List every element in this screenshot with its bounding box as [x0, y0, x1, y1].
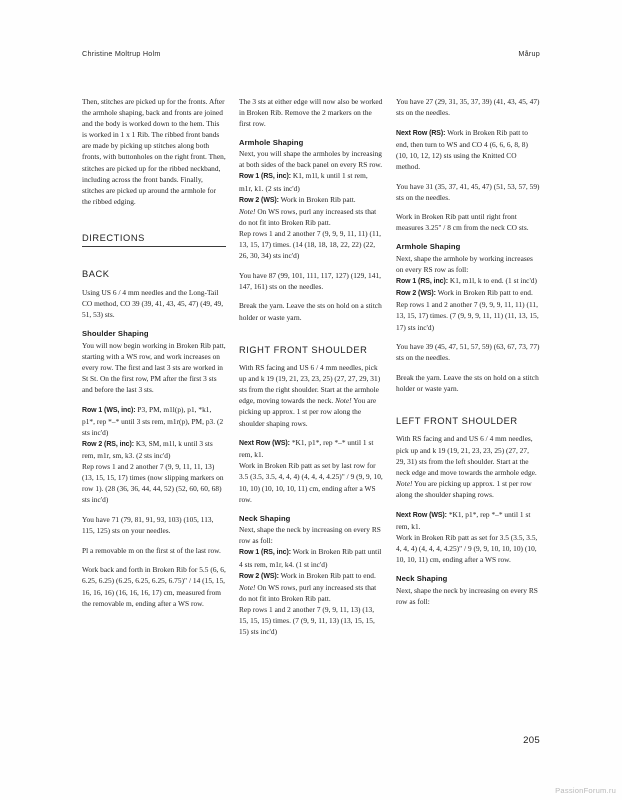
heading-left-front-shoulder: LEFT FRONT SHOULDER — [396, 415, 518, 426]
left-front-next-row-text: *K1, p1*, rep *–* until 1 st rem, k1. — [396, 509, 531, 531]
right-front-armhole-row-1-text: K1, m1l, k to end. (1 st inc'd) — [448, 276, 537, 286]
back-armhole-note — [239, 206, 383, 228]
back-row-1-label: Row 1 (WS, inc): — [82, 406, 136, 414]
back-rep-rows: Rep rows 1 and 2 another 7 (9, 9, 11, 11, 13) (13, 15, 15, 17) times (now slipping markers on row 1). (28 (36, 36, 44, 44, 52) (52, 60, 60, 68) sts inc'd) — [82, 462, 224, 505]
back-armhole-row-1 — [239, 170, 383, 193]
right-front-stitch-count-c: You have 39 (45, 47, 51, 57, 59) (63, 67, 73, 77) sts on the needles. — [396, 342, 540, 363]
right-front-stitch-count-b: You have 31 (35, 37, 41, 45, 47) (51, 53, 57, 59) sts on the needles. — [396, 181, 540, 202]
right-front-neck-note — [239, 582, 383, 604]
right-front-armhole-row-1-label: Row 1 (RS, inc): — [396, 278, 449, 286]
shoulder-shaping-intro: You will now begin working in Broken Rib patt, starting with a WS row, and work increases on every row. The first and last 3 sts are worked in St St. On the first row, PM after the first 3 sts and before the last 3 sts. — [82, 340, 226, 395]
back-break-yarn: Break the yarn. Leave the sts on hold on a stitch holder or waste yarn. — [239, 301, 382, 322]
right-front-neck-row-2-label: Row 2 (WS): — [239, 572, 279, 580]
right-front-stitch-count-a: You have 27 (29, 31, 35, 37, 39) (41, 43, 45, 47) sts on the needles. — [396, 97, 540, 118]
right-front-next-row-label: Next Row (WS): — [239, 440, 290, 448]
back-armhole-row-2-text: Work in Broken Rib patt. — [278, 194, 356, 204]
edge-sts-paragraph: The 3 sts at either edge will now also be worked in Broken Rib. Remove the 2 markers on the first row. — [239, 97, 383, 129]
running-head-author: Christine Moltrup Holm — [82, 49, 161, 58]
right-front-neck-row-1-label: Row 1 (RS, inc): — [239, 549, 292, 557]
heading-left-front-neck-shaping: Neck Shaping — [396, 574, 448, 583]
back-armhole-intro: Next, you will shape the armholes by increasing at both sides of the back panel on every RS row. — [239, 149, 383, 170]
left-front-next-row-label: Next Row (WS): — [396, 511, 447, 519]
right-front-neck-row-2 — [239, 570, 383, 582]
right-front-armhole-row-2-label: Row 2 (WS): — [396, 290, 436, 298]
right-front-note-label: Note! — [335, 396, 352, 406]
right-front-neck-row-1 — [239, 546, 383, 569]
right-front-next-row — [239, 437, 383, 460]
back-work-length: Work back and forth in Broken Rib for 5.5 (6, 6, 6.25, 6.25) (6.25, 6.25, 6.25, 6.75)" / 14 (15, 15, 16, 16, 16) (16, 16, 16, 17) cm, measured from the removable m, ending after a WS row. — [82, 565, 226, 608]
left-front-neck-intro: Next, shape the neck by increasing on every RS row as foll: — [396, 585, 538, 606]
back-armhole-row-2 — [239, 194, 383, 206]
right-front-cast-on-row — [396, 127, 540, 172]
right-front-neck-row-1-text: Work in Broken Rib patt until 4 sts rem, m1r, k4. (1 st inc'd) — [239, 547, 382, 569]
left-front-pickup — [396, 433, 540, 500]
heading-right-front-neck-shaping: Neck Shaping — [239, 513, 291, 523]
heading-back: BACK — [82, 269, 110, 280]
back-armhole-rep-rows: Rep rows 1 and 2 another 7 (9, 9, 9, 11, 11) (11, 13, 15, 17) times. (14 (18, 18, 18, 22, 22) (22, 26, 30, 34) sts inc'd) — [239, 228, 381, 261]
back-row-2-text: K3, SM, m1l, k until 3 sts rem, m1r, sm, k3. (2 sts inc'd) — [82, 438, 213, 461]
right-front-armhole-rep-rows: Rep rows 1 and 2 another 7 (9, 9, 9, 11, 11) (11, 13, 15, 17) times. (7 (9, 9, 9, 11, 11) (11, 13, 15, 17) sts inc'd) — [396, 300, 539, 332]
note-label: Note! — [239, 206, 256, 216]
heading-right-front-armhole-shaping: Armhole Shaping — [396, 242, 461, 252]
right-front-note-text: You are picking up approx. 1 st per row along the shoulder shaping rows. — [239, 396, 377, 428]
right-front-work-until: Work in Broken Rib patt until right front measures 3.25" / 8 cm from the neck CO sts. — [396, 212, 529, 233]
running-head — [82, 49, 540, 58]
back-armhole-row-1-text: K1, m1l, k until 1 st rem, m1r, k1. (2 sts inc'd) — [239, 171, 368, 193]
left-front-pickup-text: With RS facing and and US 6 / 4 mm needles, pick up and k 19 (19, 21, 23, 23, 25) (27, 27, 29, 31) sts from the left shoulder. Start at the neck edge and move towards the armhole edge. — [396, 434, 537, 477]
left-front-next-row — [396, 509, 540, 532]
right-front-pickup — [239, 362, 383, 429]
right-front-break-yarn: Break the yarn. Leave the sts on hold on a stitch holder or waste yarn. — [396, 372, 539, 393]
back-row-1-text: P3, PM, m1l(p), p1, *k1, p1*, rep *–* until 3 sts rem, m1r(p), PM, p3. (2 sts inc'd) — [82, 404, 224, 437]
right-front-work-patt: Work in Broken Rib patt as set by last row for 3.5 (3.5, 3.5, 4, 4, 4) (4, 4, 4, 4.25)" / 9 (9, 9, 10, 10, 10) (10, 10, 10, 11) cm, ending after a WS row. — [239, 461, 383, 504]
right-front-neck-note-label: Note! — [239, 582, 256, 592]
left-front-work-patt: Work in Broken Rib patt as set for 3.5 (3.5, 3.5, 4, 4, 4) (4, 4, 4, 4.25)" / 9 (9, 9, 10, 10, 10) (10, 10, 10, 11) cm, ending after a WS row. — [396, 532, 538, 564]
right-front-neck-rep-rows: Rep rows 1 and 2 another 7 (9, 9, 11, 13) (13, 15, 15, 15) times. (7 (9, 9, 11, 13) (13, 15, 15, 15) sts inc'd) — [239, 604, 375, 637]
intro-paragraph: Then, stitches are picked up for the fronts. After the armhole shaping, back and fronts are joined and the body is worked down to the hem. This is worked in 1 x 1 Rib. The ribbed front bands are made by picking up stitches along both fronts, with buttonholes on the right front. Then, stitches are picked up for the ribbed neckband, including across the front bands. Finally, stitches are picked up around the armhole for the ribbed edging. — [82, 97, 226, 206]
page-number: 205 — [523, 735, 540, 746]
right-front-neck-row-2-text: Work in Broken Rib patt to end. — [278, 570, 376, 580]
back-row-1 — [82, 404, 226, 438]
back-cast-on-paragraph: Using US 6 / 4 mm needles and the Long-Tail CO method, CO 39 (39, 41, 43, 45, 47) (49, 49, 51, 53) sts. — [82, 287, 224, 320]
back-marker-note: Pl a removable m on the first st of the last row. — [82, 545, 221, 555]
right-front-neck-intro: Next, shape the neck by increasing on every RS row as foll: — [239, 525, 381, 546]
heading-shoulder-shaping: Shoulder Shaping — [82, 329, 149, 339]
running-head-title: Mårup — [518, 49, 540, 58]
heading-directions: DIRECTIONS — [82, 233, 226, 248]
right-front-armhole-row-2-text: Work in Broken Rib patt to end. — [435, 288, 533, 298]
heading-back-armhole-shaping: Armhole Shaping — [239, 137, 304, 147]
right-front-armhole-row-2 — [396, 287, 540, 299]
back-armhole-row-1-label: Row 1 (RS, inc): — [239, 173, 292, 181]
right-front-cast-on-text: Work in Broken Rib patt to end, then turn to WS and CO 4 (6, 6, 6, 8, 8) (10, 10, 12, 12) sts using the Knitted CO method. — [396, 127, 528, 171]
right-front-next-row-text: *K1, p1*, rep *–* until 1 st rem, k1. — [239, 438, 374, 460]
right-front-neck-note-text: On WS rows, purl any increased sts that do not fit into Broken Rib patt. — [239, 582, 377, 603]
column-1 — [82, 96, 226, 746]
right-front-armhole-row-1 — [396, 275, 540, 287]
right-front-armhole-intro: Next, shape the armhole by working increases on every RS row as foll: — [396, 253, 533, 275]
column-container — [82, 96, 540, 746]
back-armhole-stitch-count: You have 87 (99, 101, 111, 117, 127) (129, 141, 147, 161) sts on the needles. — [239, 270, 382, 291]
right-front-cast-on-label: Next Row (RS): — [396, 129, 446, 137]
watermark: PassionForum.ru — [555, 786, 616, 795]
left-front-note-text: You are picking up approx. 1 st per row along the shoulder shaping rows. — [396, 478, 532, 499]
note-text: On WS rows, purl any increased sts that do not fit into Broken Rib patt. — [239, 206, 377, 227]
column-2 — [239, 96, 383, 746]
back-armhole-row-2-label: Row 2 (WS): — [239, 196, 279, 204]
column-3 — [396, 96, 540, 746]
right-front-pickup-text: With RS facing and US 6 / 4 mm needles, pick up and k 19 (19, 21, 23, 23, 25) (27, 27, 29, 31) sts from the right shoulder. Start at the armhole edge, moving towards the neck. — [239, 363, 381, 406]
left-front-note-label: Note! — [396, 478, 413, 488]
back-stitch-count: You have 71 (79, 81, 91, 93, 103) (105, 113, 115, 125) sts on your needles. — [82, 515, 214, 536]
heading-right-front-shoulder: RIGHT FRONT SHOULDER — [239, 344, 368, 355]
back-row-2-label: Row 2 (RS, inc): — [82, 440, 135, 448]
back-row-2 — [82, 438, 226, 461]
